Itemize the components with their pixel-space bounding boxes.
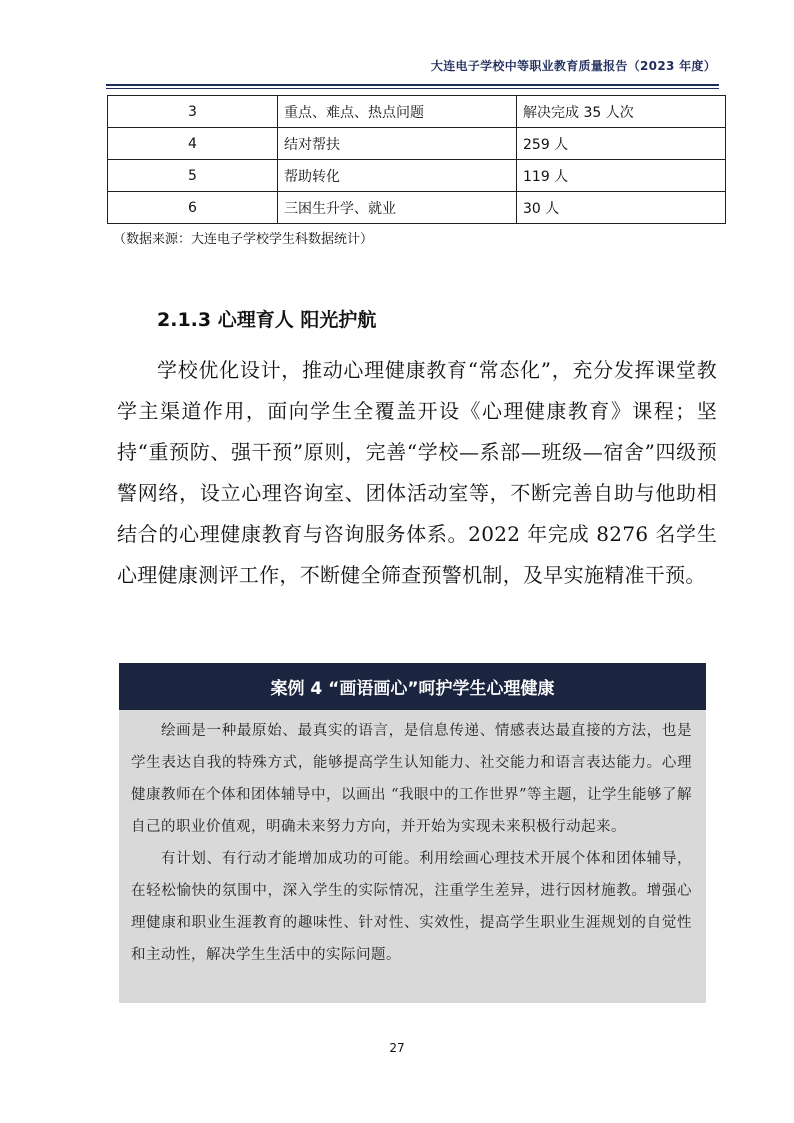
row-number: 4 bbox=[108, 128, 278, 160]
row-item: 帮助转化 bbox=[278, 160, 517, 192]
table-row bbox=[108, 192, 726, 224]
row-result: 30 人 bbox=[517, 192, 726, 224]
row-result: 259 人 bbox=[517, 128, 726, 160]
body-paragraph: 学校优化设计，推动心理健康教育“常态化”，充分发挥课堂教学主渠道作用，面向学生全覆盖开设《心理健康教育》课程；坚持“重预防、强干预”原则，完善“学校—系部—班级—宿舍”四级预警网络，设立心理咨询室、团体活动室等，不断完善自助与他助相结合的心理健康教育与咨询服务体系。2022 年完成 8276 名学生心理健康测评工作，不断健全筛查预警机制，及早实施精准干预。 bbox=[117, 358, 717, 587]
row-result: 解决完成 35 人次 bbox=[517, 96, 726, 128]
row-item: 重点、难点、热点问题 bbox=[278, 96, 517, 128]
table-row bbox=[108, 128, 726, 160]
case-study-box bbox=[119, 663, 706, 1003]
row-number: 3 bbox=[108, 96, 278, 128]
row-item: 三困生升学、就业 bbox=[278, 192, 517, 224]
row-number: 6 bbox=[108, 192, 278, 224]
row-result: 119 人 bbox=[517, 160, 726, 192]
header-rule bbox=[106, 84, 719, 86]
statistics-table bbox=[107, 95, 726, 224]
table-row bbox=[108, 96, 726, 128]
row-number: 5 bbox=[108, 160, 278, 192]
case-paragraph: 有计划、有行动才能增加成功的可能。利用绘画心理技术开展个体和团体辅导，在轻松愉快的氛围中，深入学生的实际情况，注重学生差异，进行因材施教。增强心理健康和职业生涯教育的趣味性、针对性、实效性，提高学生职业生涯规划的自觉性和主动性，解决学生生活中的实际问题。 bbox=[131, 851, 692, 963]
table-row bbox=[108, 160, 726, 192]
data-source-note: （数据来源：大连电子学校学生科数据统计） bbox=[113, 232, 374, 247]
page-number: 27 bbox=[389, 1041, 405, 1055]
case-title: 案例 4 “画语画心”呵护学生心理健康 bbox=[119, 663, 706, 710]
case-paragraph: 绘画是一种最原始、最真实的语言，是信息传递、情感表达最直接的方法，也是学生表达自我的特殊方式，能够提高学生认知能力、社交能力和语言表达能力。心理健康教师在个体和团体辅导中，以画出 “我眼中的工作世界”等主题，让学生能够了解自己的职业价值观，明确未来努力方向，并开始为实现未来积极行动起来。 bbox=[131, 723, 692, 835]
row-item: 结对帮扶 bbox=[278, 128, 517, 160]
header-rule-thin bbox=[106, 88, 719, 89]
section-heading: 2.1.3 心理育人 阳光护航 bbox=[157, 309, 377, 331]
report-header-title: 大连电子学校中等职业教育质量报告（2023 年度） bbox=[430, 59, 716, 73]
case-body bbox=[119, 710, 706, 971]
